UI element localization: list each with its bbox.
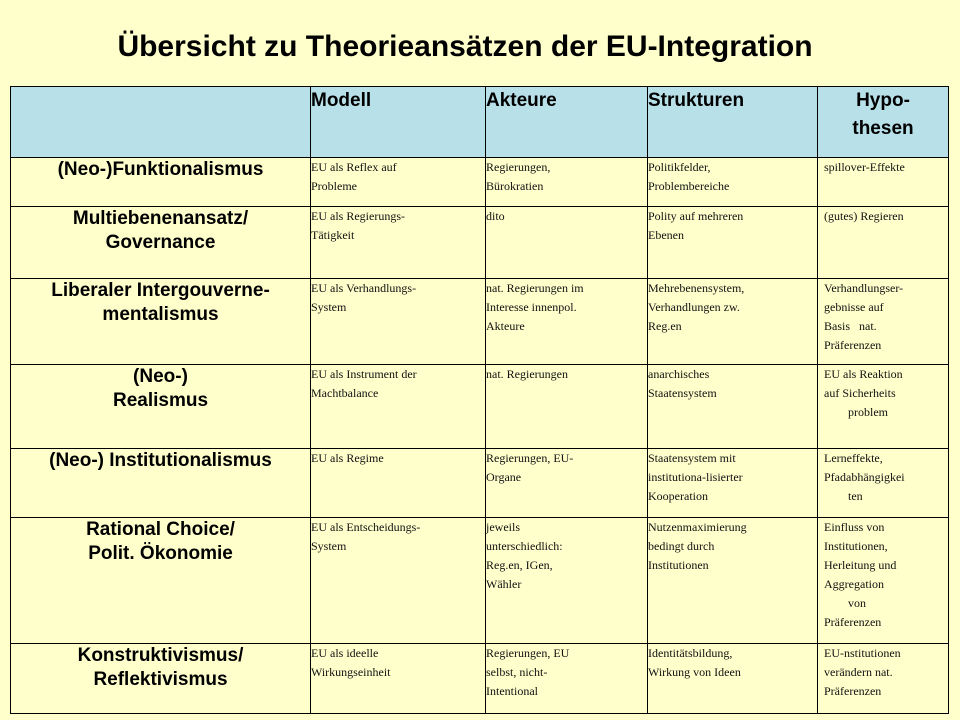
strukturen-text: Polity auf mehreren Ebenen <box>648 209 744 242</box>
strukturen-text: Nutzenmaximierung bedingt durch Institutionen <box>648 520 747 572</box>
header-hypothesen <box>818 87 949 158</box>
akteure-cell <box>486 644 648 714</box>
hypothesen-text: spillover-Effekte <box>824 160 905 174</box>
theory-table <box>10 86 949 714</box>
strukturen-text: Identitätsbildung, Wirkung von Ideen <box>648 646 741 679</box>
strukturen-text: Mehrebenensystem, Verhandlungen zw. Reg.en <box>648 281 745 333</box>
theory-label: Konstruktivismus/ Reflektivismus <box>77 645 244 690</box>
theory-label: Liberaler Intergouverne- mentalismus <box>51 280 270 325</box>
hypothesen-cell <box>818 518 949 644</box>
theory-cell <box>11 158 311 207</box>
akteure-cell <box>486 365 648 449</box>
akteure-text: Regierungen, EU selbst, nicht- Intentional <box>486 646 570 698</box>
theory-cell <box>11 207 311 279</box>
strukturen-text: anarchisches Staatensystem <box>648 367 717 400</box>
akteure-cell <box>486 518 648 644</box>
table-row <box>11 279 949 365</box>
modell-cell <box>311 518 486 644</box>
strukturen-cell <box>648 644 818 714</box>
hypothesen-cell <box>818 207 949 279</box>
strukturen-cell <box>648 207 818 279</box>
header-modell: Modell <box>311 87 486 158</box>
modell-cell <box>311 644 486 714</box>
hypothesen-cell <box>818 158 949 207</box>
header-row <box>11 87 949 158</box>
theory-cell <box>11 518 311 644</box>
page-title: Übersicht zu Theorieansätzen der EU-Integration <box>117 30 813 63</box>
hypothesen-text: EU als Reaktion auf Sicherheits problem <box>824 367 903 419</box>
hypothesen-cell <box>818 279 949 365</box>
strukturen-cell <box>648 449 818 518</box>
modell-cell <box>311 158 486 207</box>
table-row <box>11 158 949 207</box>
table-row <box>11 449 949 518</box>
strukturen-cell <box>648 518 818 644</box>
theory-cell <box>11 449 311 518</box>
akteure-text: Regierungen, EU- Organe <box>486 451 574 484</box>
akteure-cell <box>486 449 648 518</box>
theory-label: (Neo-) Institutionalismus <box>49 450 272 471</box>
modell-cell <box>311 449 486 518</box>
hypothesen-text: Einfluss von Institutionen, Herleitung und Aggregation von Präferenzen <box>824 520 897 629</box>
hypothesen-text: Lerneffekte, Pfadabhängigkei ten <box>824 451 905 503</box>
strukturen-cell <box>648 365 818 449</box>
akteure-text: jeweils unterschiedlich: Reg.en, IGen, Wähler <box>486 520 563 591</box>
table-row <box>11 207 949 279</box>
header-strukturen: Strukturen <box>648 87 818 158</box>
modell-cell <box>311 279 486 365</box>
strukturen-text: Politikfelder, Problembereiche <box>648 160 730 193</box>
modell-text: EU als Verhandlungs- System <box>311 281 417 314</box>
akteure-text: dito <box>486 209 505 223</box>
theory-label: Rational Choice/ Polit. Ökonomie <box>86 519 235 564</box>
modell-text: EU als ideelle Wirkungseinheit <box>311 646 391 679</box>
hypothesen-text: EU-nstitutionen verändern nat. Präferenzen <box>824 646 901 698</box>
strukturen-cell <box>648 279 818 365</box>
theory-label: (Neo-)Funktionalismus <box>57 159 264 180</box>
akteure-cell <box>486 207 648 279</box>
akteure-text: nat. Regierungen <box>486 367 568 381</box>
theory-label: Multiebenenansatz/ Governance <box>72 208 249 253</box>
hypothesen-text: Verhandlungser- gebnisse auf Basis nat. Präferenzen <box>824 281 904 352</box>
modell-text: EU als Regierungs- Tätigkeit <box>311 209 405 242</box>
modell-text: EU als Instrument der Machtbalance <box>311 367 417 400</box>
table-row <box>11 518 949 644</box>
akteure-cell <box>486 158 648 207</box>
header-blank <box>11 87 311 158</box>
header-hypothesen-label: Hypo- thesen <box>852 90 914 139</box>
theory-cell <box>11 365 311 449</box>
theory-label: (Neo-) Realismus <box>112 366 209 411</box>
strukturen-cell <box>648 158 818 207</box>
strukturen-text: Staatensystem mit institutiona-lisierter Kooperation <box>648 451 743 503</box>
table-row <box>11 644 949 714</box>
hypothesen-cell <box>818 365 949 449</box>
table-row <box>11 365 949 449</box>
hypothesen-cell <box>818 644 949 714</box>
akteure-text: nat. Regierungen im Interesse innenpol. Akteure <box>486 281 584 333</box>
header-akteure: Akteure <box>486 87 648 158</box>
hypothesen-cell <box>818 449 949 518</box>
akteure-cell <box>486 279 648 365</box>
theory-cell <box>11 644 311 714</box>
modell-text: EU als Regime <box>311 451 384 465</box>
theory-cell <box>11 279 311 365</box>
modell-cell <box>311 365 486 449</box>
modell-text: EU als Entscheidungs- System <box>311 520 421 553</box>
modell-text: EU als Reflex auf Probleme <box>311 160 397 193</box>
hypothesen-text: (gutes) Regieren <box>824 209 904 223</box>
akteure-text: Regierungen, Bürokratien <box>486 160 551 193</box>
modell-cell <box>311 207 486 279</box>
